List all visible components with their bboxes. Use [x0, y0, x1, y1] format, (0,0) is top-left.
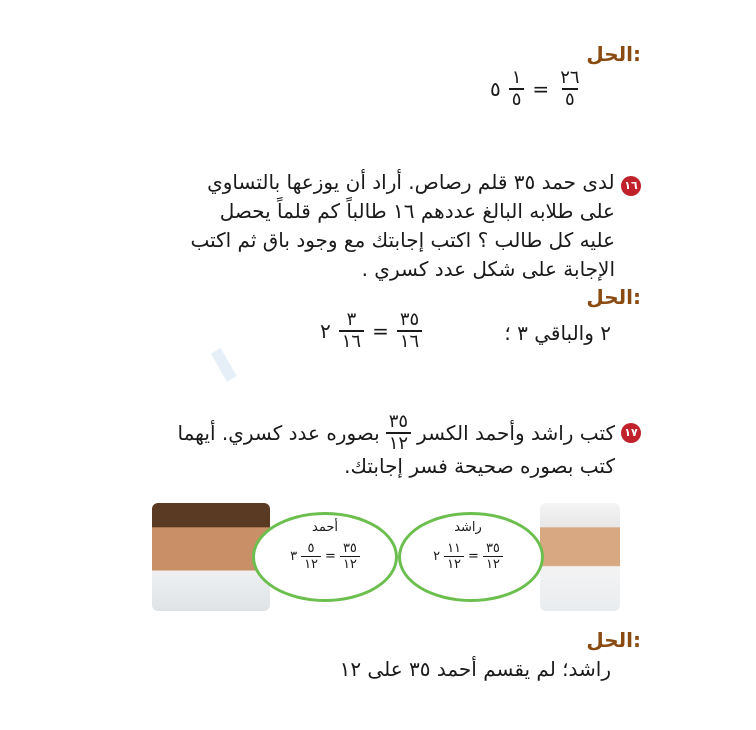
fraction: $\frac{١١}{١٢}$	[444, 541, 464, 572]
whole-part: ٥	[490, 77, 501, 101]
fraction: $\frac{٣٥}{١٢}$	[483, 541, 503, 572]
solution-1-equation	[490, 68, 583, 110]
fraction: $\frac{٣٥}{١٦}$	[397, 310, 422, 352]
equals-sign: =	[372, 319, 389, 343]
watermark: ـ	[192, 312, 299, 393]
solution-label-3: الحل:	[586, 628, 641, 652]
question-number-badge: ١٦	[621, 176, 641, 196]
fraction: $\frac{٢٦}{٥}$	[560, 67, 580, 110]
question-line: ١٦ لدى حمد ٣٥ قلم رصاص. أراد أن يوزعها بالتساوي	[131, 170, 641, 199]
bubble-name: أحمد	[312, 520, 338, 535]
solution-3-text: راشد؛ لم يقسم أحمد ٣٥ على ١٢	[339, 657, 611, 681]
fraction: $\frac{٥}{١٢}$	[301, 541, 321, 572]
question-line: ١٧ كتب راشد وأحمد الكسر $\frac{٣٥}{١٢}$ بصوره عدد كسري. أيهما	[111, 412, 641, 454]
fraction: $\frac{٣٥}{١٢}$	[340, 541, 360, 572]
fraction: $\frac{٣}{١٦}$	[339, 310, 364, 352]
question-number-badge: ١٧	[621, 423, 641, 443]
fraction: $\frac{٣٥}{١٢}$	[386, 412, 411, 454]
solution-label-2: الحل:	[586, 285, 641, 309]
question-16	[131, 170, 641, 286]
solution-2-equation	[320, 310, 422, 352]
bubble-rashid-content: راشد ٢ $\frac{١١}{١٢}$ = $\frac{٣٥}{١٢}$	[418, 520, 518, 572]
whole-part: ٢	[320, 319, 331, 343]
question-line: على طلابه البالغ عددهم ١٦ طالباً كم قلماً يحصل	[219, 199, 615, 223]
bubble-name: راشد	[454, 520, 482, 535]
question-line: كتب بصوره صحيحة فسر إجابتك.	[344, 454, 615, 478]
question-17	[111, 412, 641, 483]
equals-sign: =	[532, 77, 550, 101]
solution-label-1: الحل:	[586, 42, 641, 66]
question-line: عليه كل طالب ؟ اكتب إجابتك مع وجود باق ثم اكتب	[190, 228, 615, 252]
fraction: $\frac{١}{٥}$	[509, 68, 525, 110]
bubble-ahmed-content: أحمد ٣ $\frac{٥}{١٢}$ = $\frac{٣٥}{١٢}$	[275, 520, 375, 572]
question-line: الإجابة على شكل عدد كسري .	[361, 257, 615, 281]
boy-rashid-photo	[540, 503, 620, 611]
remainder-text: ٢ والباقي ٣ ؛	[504, 321, 611, 345]
